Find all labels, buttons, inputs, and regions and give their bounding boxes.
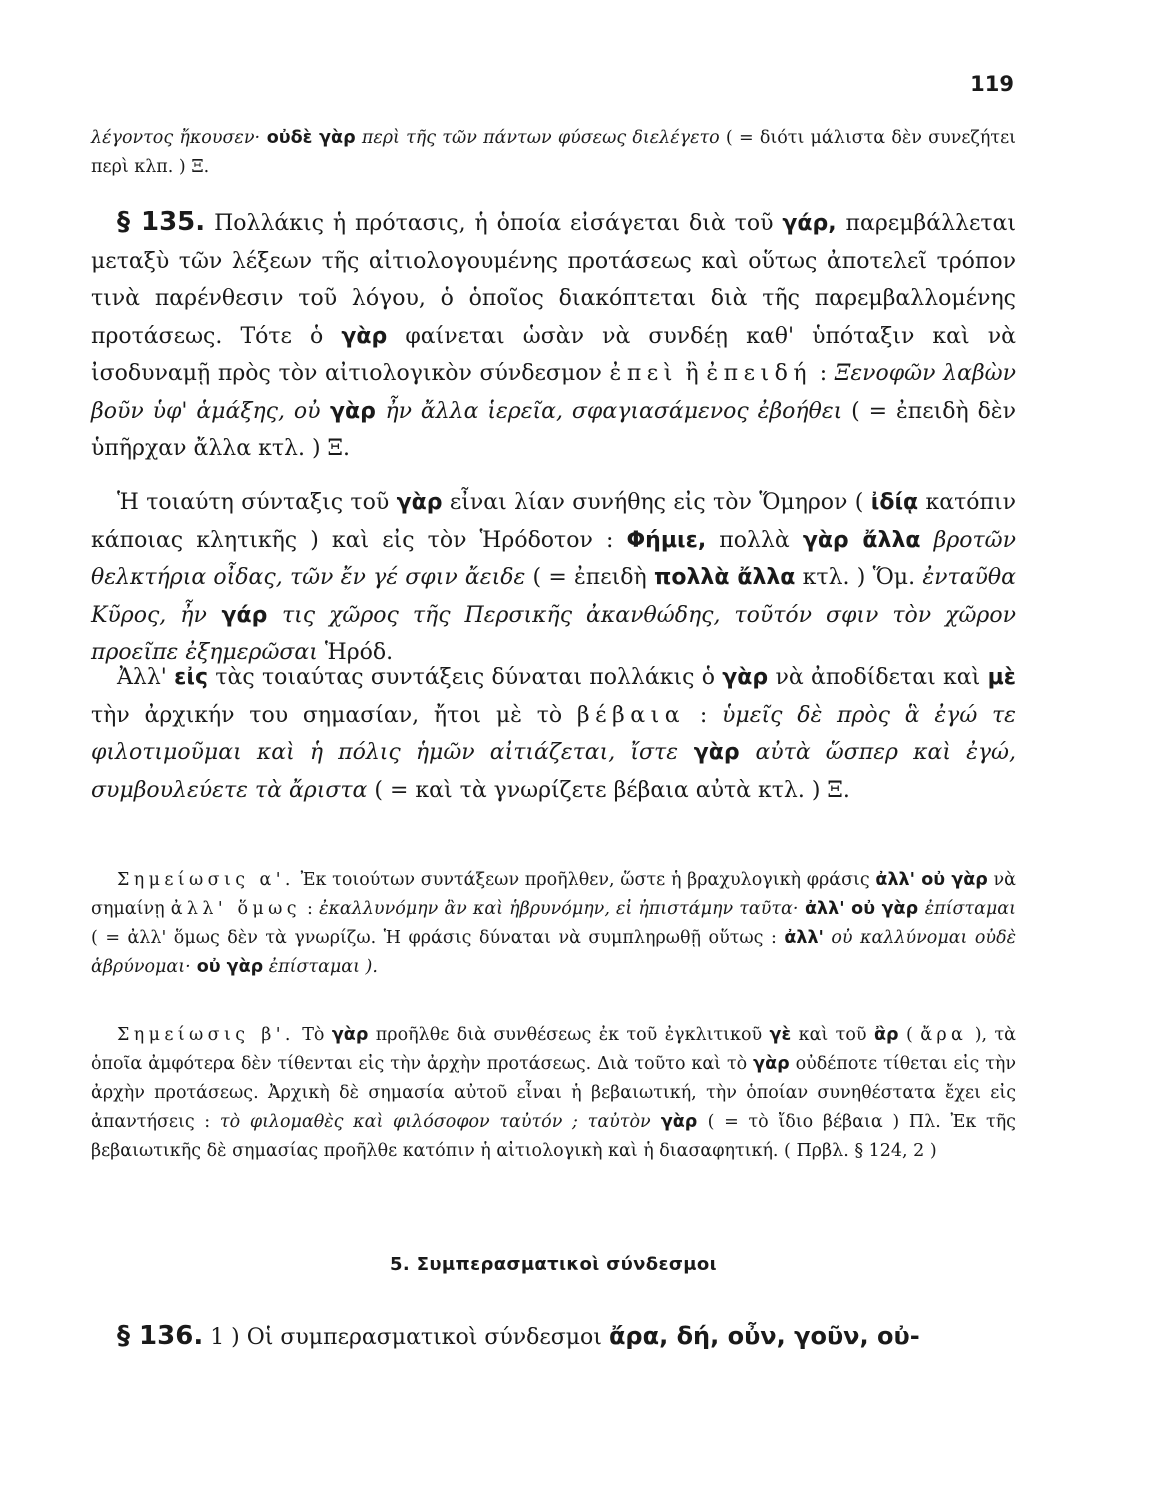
text-bold: γὰρ: [722, 665, 769, 690]
text-bold: μὲ: [987, 665, 1016, 690]
text-spaced: ἀλλ' ὅμως: [170, 899, 301, 919]
note-alpha: [91, 866, 1016, 982]
text: Ἐκ τοιούτων συντάξεων προῆλθεν, ὥστε ἡ βραχυλογικὴ φράσις: [294, 870, 876, 890]
text: ἢ: [677, 361, 707, 386]
text-spaced: βέβαια: [576, 702, 686, 728]
text-italic: περὶ τῆς τῶν πάντων φύσεως διελέγετο: [355, 128, 720, 148]
text: καὶ τοῦ: [791, 1025, 874, 1045]
text-italic: Ξενοφῶν λαβὼν βοῦν ὑφ' ἁμάξης, οὐ: [91, 361, 1016, 424]
text: Ἡρόδ.: [317, 640, 394, 665]
text-bold: γὰρ: [341, 323, 388, 349]
text-spaced: ἄρα: [920, 1025, 968, 1045]
section-136-paragraph: [91, 1318, 1016, 1357]
text-bold: γὰρ: [650, 1112, 708, 1132]
text: κτλ. ) Ὅμ.: [795, 565, 923, 590]
text: νὰ ἀποδίδεται καὶ: [768, 665, 988, 690]
text-bold: γὰρ: [678, 740, 756, 765]
text-bold: γὲ: [769, 1025, 792, 1045]
text: τὴν ἀρχικήν του σημασίαν, ἤτοι μὲ τὸ: [91, 702, 577, 728]
text-bold: γάρ,: [782, 211, 837, 236]
section-number: § 135.: [117, 207, 206, 237]
text-italic: ἐκαλλυνόμην ἂν καὶ ἡβρυνόμην, εἰ ἠπιστάμην ταῦτα·: [319, 899, 799, 919]
text-italic: ὑμεῖς δὲ πρὸς ἃ ἐγώ τε φιλοτιμοῦμαι καὶ ἡ πόλις ἡμῶν αἰτιάζεται, ἴστε: [91, 702, 1016, 765]
text: πολλὰ: [706, 527, 803, 553]
text: Τὸ: [294, 1025, 332, 1045]
text: κατόπιν κάποιας κλητικῆς ) καὶ εἰς τὸν Ἡρόδοτον :: [91, 490, 1016, 553]
text-italic: βροτῶν θελκτήρια οἶδας, τῶν ἔν γέ σφιν ἄειδε: [91, 527, 1016, 590]
text: Πολλάκις ἡ πρότασις, ἡ ὁποία εἰσάγεται διὰ τοῦ: [205, 211, 783, 236]
text: παρεμβάλλεται μεταξὺ τῶν λέξεων τῆς αἰτιολογουμένης προτάσεως καὶ οὕτως ἀποτελεῖ τρόπον τινὰ παρένθεσιν τοῦ λόγου, ὁ ὁποῖος διακόπτεται διὰ τῆς παρεμβαλλομένης προτάσεως. Τότε ὁ: [91, 211, 1017, 349]
continuation-paragraph: [91, 124, 1016, 182]
section-number: § 136.: [117, 1321, 204, 1351]
original-meaning-paragraph: [91, 659, 1016, 809]
text: Ἡ τοιαύτη σύνταξις τοῦ: [117, 490, 397, 515]
text: τὰς τοιαύτας συντάξεις δύναται πολλάκις ὁ: [208, 665, 723, 690]
text: (: [898, 1025, 921, 1045]
text: Ἀλλ': [117, 665, 175, 690]
text-bold: γὰρ: [396, 490, 443, 515]
text-bold: ἄρα, δή, οὖν, γοῦν, οὐ-: [608, 1322, 920, 1350]
text-bold: εἰς: [174, 665, 208, 690]
text: φαίνεται ὡσὰν νὰ συνδέῃ καθ' ὑπόταξιν καὶ νὰ ἰσοδυναμῇ πρὸς τὸν αἰτιολογικὸν σύνδεσμον: [91, 323, 1016, 386]
text: ( = διότι μάλιστα δὲν συνεζήτει περὶ κλπ. ) Ξ.: [91, 128, 1016, 177]
text-italic: ἐπίσταμαι ).: [263, 957, 378, 977]
text: ( = ἐπειδὴ δὲν ὑπῆρχαν ἄλλα κτλ. ) Ξ.: [91, 398, 1016, 461]
text-italic: ἦν ἄλλα ἱερεῖα, σφαγιασάμενος ἐβοήθει: [385, 398, 843, 424]
text-bold: ἀλλ' οὐ γὰρ: [875, 870, 988, 890]
section-heading: 5. Συμπερασματικοὶ σύνδεσμοι: [390, 1254, 717, 1275]
text: ), τὰ ὁποῖα ἀμφότερα δὲν τίθενται εἰς τὴν ἀρχὴν προτάσεως. Διὰ τοῦτο καὶ τὸ: [91, 1025, 1016, 1074]
text-bold: ἰδίᾳ: [870, 490, 919, 515]
note-label: Σημείωσις β'.: [117, 1025, 295, 1045]
text-bold: οὐδὲ γὰρ: [260, 128, 356, 148]
text-italic: ἐνταῦθα Κῦρος, ἦν: [91, 565, 1016, 628]
text-bold: ἀλλ' οὐ γὰρ: [798, 899, 925, 919]
homer-herodotus-paragraph: [91, 484, 1016, 672]
text-bold: ἂρ: [873, 1025, 899, 1045]
text: οὐδέποτε τίθεται εἰς τὴν ἀρχὴν προτάσεως. Ἀρχικὴ δὲ σημασία αὐτοῦ εἶναι ἡ βεβαιωτική, τὴν ὁποίαν συνηθέστατα ἔχει εἰς ἀπαντήσεις :: [91, 1054, 1017, 1132]
text-bold: οὐ γὰρ: [190, 957, 264, 977]
text: ( = καὶ τὰ γνωρίζετε βέβαια αὐτὰ κτλ. ) Ξ.: [367, 777, 850, 803]
text: :: [812, 361, 835, 386]
text-bold: γὰρ: [753, 1054, 790, 1074]
text-bold: πολλὰ ἄλλα: [653, 565, 796, 590]
text: ( = ἐπειδὴ: [525, 565, 654, 590]
text-bold: ἀλλ': [784, 928, 824, 948]
text-bold: Φήμιε,: [626, 527, 707, 553]
text-bold: γάρ: [206, 602, 282, 628]
note-beta: [91, 1021, 1016, 1166]
text-bold: γὰρ: [331, 1025, 369, 1045]
text-italic: οὐ καλλύνομαι οὐδὲ ἁβρύνομαι·: [91, 928, 1016, 977]
text-italic: λέγοντος ἤκουσεν·: [91, 128, 261, 148]
text: νὰ σημαίνῃ: [91, 870, 1016, 919]
text-bold: γὰρ ἄλλα: [802, 527, 921, 553]
note-label: Σημείωσις α'.: [117, 870, 295, 890]
text: προῆλθε διὰ συνθέσεως ἐκ τοῦ ἐγκλιτικοῦ: [368, 1025, 770, 1045]
text: :: [685, 702, 723, 728]
text-italic: αὐτὰ ὥσπερ καὶ ἐγώ, συμβουλεύετε τὰ ἄριστα: [91, 740, 1016, 803]
page-number: 119: [970, 72, 1014, 96]
text-italic: τις χῶρος τῆς Περσικῆς ἀκανθώδης, τοῦτόν σφιν τὸν χῶρον προεῖπε ἐξημερῶσαι: [91, 602, 1016, 665]
text-spaced: ἐπειδή: [706, 361, 813, 386]
section-135-paragraph: [91, 204, 1016, 468]
text: 1 ) Οἱ συμπερασματικοὶ σύνδεσμοι: [203, 1325, 609, 1350]
text: ( = τὸ ἴδιο βέβαια ) Πλ. Ἐκ τῆς βεβαιωτικῆς δὲ σημασίας προῆλθε κατόπιν ἡ αἰτιολογικὴ καὶ ἡ διασαφητική. ( Πρβλ. § 124, 2 ): [91, 1112, 1016, 1161]
text-bold: γὰρ: [320, 398, 386, 424]
text: :: [300, 899, 320, 919]
text-italic: ἐπίσταμαι: [924, 899, 1016, 919]
text-italic: τὸ φιλομαθὲς καὶ φιλόσοφον ταὐτόν ; ταὐτὸν: [219, 1112, 651, 1132]
text-spaced: ἐπεὶ: [609, 361, 678, 386]
text: εἶναι λίαν συνήθης εἰς τὸν Ὅμηρον (: [442, 490, 871, 515]
text: ( = ἀλλ' ὅμως δὲν τὰ γνωρίζω. Ἡ φράσις δύναται νὰ συμπληρωθῇ οὕτως :: [91, 928, 785, 948]
